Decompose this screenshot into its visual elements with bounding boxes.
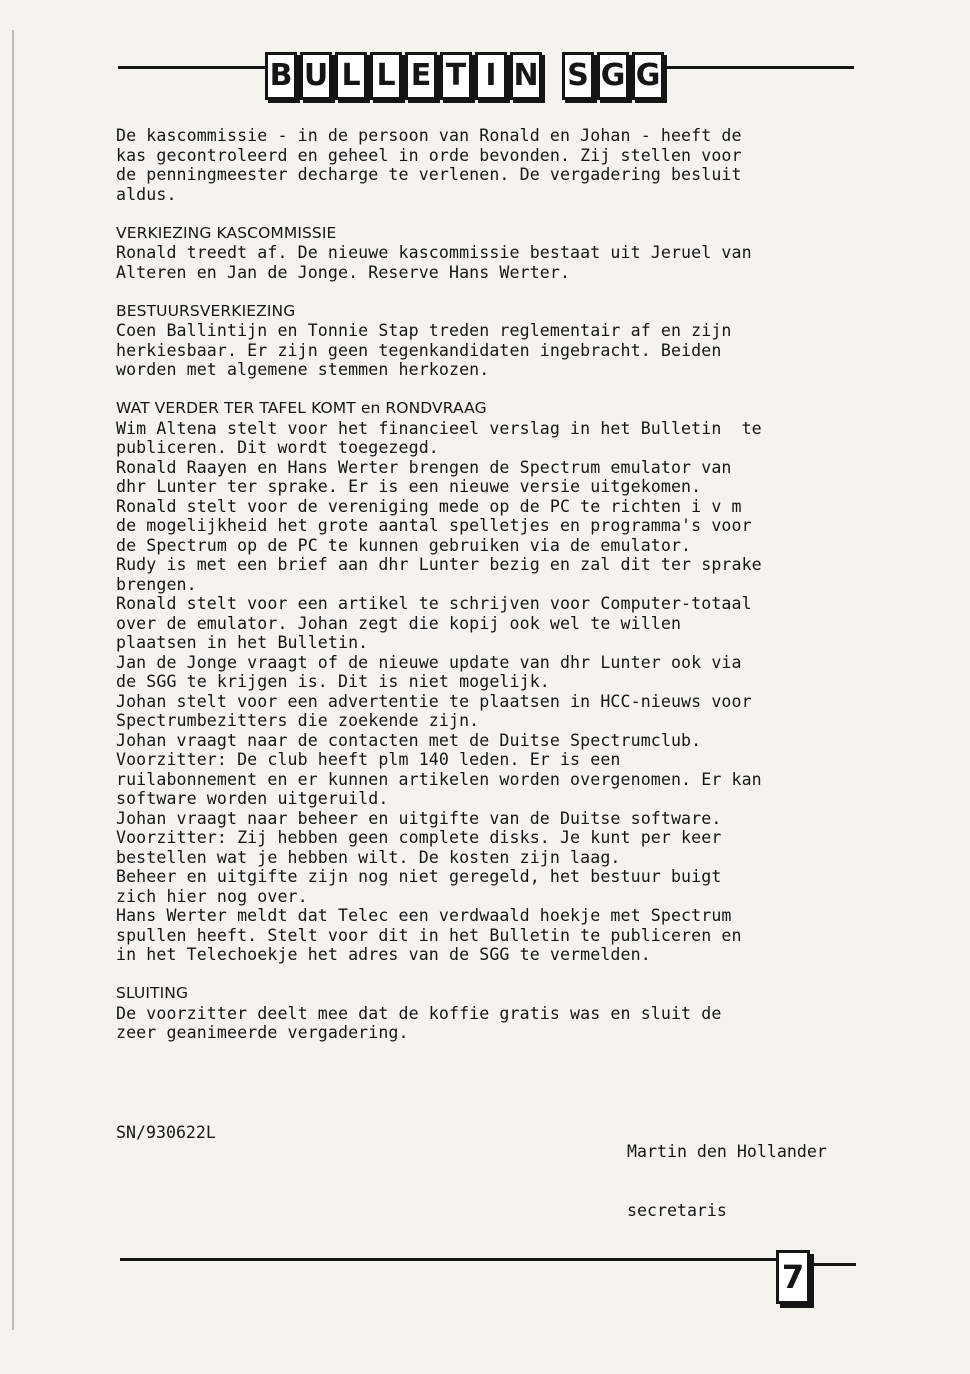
header-rule-left <box>118 66 266 69</box>
section <box>116 126 876 204</box>
text-line: publiceren. Dit wordt toegezegd. <box>116 438 439 457</box>
signatory-name: Martin den Hollander <box>627 1142 827 1161</box>
text-line: Johan stelt voor een advertentie te plaatsen in HCC-nieuws voor <box>116 691 752 711</box>
text-line: De voorzitter deelt mee dat de koffie gratis was en sluit de <box>116 1003 722 1023</box>
text-line: Beheer en uitgifte zijn nog niet geregeld, het bestuur buigt <box>116 867 722 886</box>
logo-letter: G <box>632 52 664 100</box>
text-line: Coen Ballintijn en Tonnie Stap treden reglementair af en zijn <box>116 321 732 340</box>
text-line: aldus. <box>116 184 177 204</box>
text-line: De kascommissie - in de persoon van Ronald en Johan - heeft de <box>116 126 742 145</box>
section <box>116 984 876 1043</box>
logo-spacer <box>545 52 559 94</box>
section <box>116 302 876 380</box>
text-line: Rudy is met een brief aan dhr Lunter bezig en zal dit ter sprake <box>116 555 762 574</box>
signatory-role: secretaris <box>627 1200 727 1220</box>
signatory <box>627 1103 827 1259</box>
text-line: Spectrumbezitters die zoekende zijn. <box>116 711 480 730</box>
text-line: zeer geanimeerde vergadering. <box>116 1023 409 1042</box>
section-heading: VERKIEZING KASCOMMISSIE <box>116 223 337 242</box>
text-line: bestellen wat je hebben wilt. De kosten zijn laag. <box>116 847 621 867</box>
logo-letter: S <box>562 52 594 100</box>
signature-block <box>116 1103 876 1220</box>
section-heading: SLUITING <box>116 984 189 1002</box>
logo-letter: B <box>265 52 297 100</box>
footer-rule-left <box>120 1258 776 1261</box>
text-line: de mogelijkheid het grote aantal spelletjes en programma's voor <box>116 516 752 535</box>
text-line: herkiesbaar. Er zijn geen tegenkandidaten ingebracht. Beiden <box>116 340 722 360</box>
text-line: Jan de Jonge vraagt of de nieuwe update van dhr Lunter ook via <box>116 652 742 672</box>
text-line: zich hier nog over. <box>116 886 308 906</box>
text-line: kas gecontroleerd en geheel in orde bevonden. Zij stellen voor <box>116 145 742 165</box>
text-line: dhr Lunter ter sprake. Er is een nieuwe versie uitgekomen. <box>116 477 702 496</box>
text-line: de SGG te krijgen is. Dit is niet mogelijk. <box>116 672 550 691</box>
footer-rule-right <box>808 1263 856 1266</box>
text-line: de penningmeester decharge te verlenen. De vergadering besluit <box>116 165 742 184</box>
logo-letter: L <box>370 52 402 100</box>
meeting-minutes-body <box>116 126 876 1062</box>
logo-letter: N <box>510 52 542 100</box>
text-line: worden met algemene stemmen herkozen. <box>116 360 490 379</box>
page-number: 7 <box>776 1250 810 1304</box>
logo-letter: L <box>335 52 367 100</box>
section-heading: BESTUURSVERKIEZING <box>116 301 296 320</box>
logo-letter: T <box>440 52 472 100</box>
logo-letter: I <box>475 52 507 100</box>
text-line: Voorzitter: Zij hebben geen complete disks. Je kunt per keer <box>116 828 722 847</box>
text-line: spullen heeft. Stelt voor dit in het Bulletin te publiceren en <box>116 925 742 945</box>
section-heading: WAT VERDER TER TAFEL KOMT en RONDVRAAG <box>116 399 487 417</box>
text-line: Johan vraagt naar beheer en uitgifte van de Duitse software. <box>116 808 722 828</box>
document-reference: SN/930622L <box>116 1123 216 1142</box>
bulletin-sgg-logo <box>265 52 664 100</box>
text-line: Hans Werter meldt dat Telec een verdwaald hoekje met Spectrum <box>116 906 732 925</box>
logo-letter: U <box>300 52 332 100</box>
text-line: over de emulator. Johan zegt die kopij ook wel te willen <box>116 613 682 633</box>
logo-letter: G <box>597 52 629 100</box>
text-line: brengen. <box>116 574 197 594</box>
section <box>116 224 876 283</box>
text-line: ruilabonnement en er kunnen artikelen worden overgenomen. Er kan <box>116 769 762 789</box>
text-line: plaatsen in het Bulletin. <box>116 633 369 652</box>
text-line: Ronald Raayen en Hans Werter brengen de Spectrum emulator van <box>116 457 732 477</box>
text-line: Ronald stelt voor de vereniging mede op de PC te richten i v m <box>116 496 742 516</box>
text-line: in het Telechoekje het adres van de SGG te vermelden. <box>116 945 651 964</box>
text-line: Johan vraagt naar de contacten met de Duitse Spectrumclub. <box>116 730 702 750</box>
section <box>116 399 876 965</box>
text-line: Ronald treedt af. De nieuwe kascommissie bestaat uit Jeruel van <box>116 243 752 262</box>
text-line: software worden uitgeruild. <box>116 789 389 808</box>
binder-edge <box>12 30 14 1330</box>
header-rule-right <box>658 66 854 69</box>
logo-letter: E <box>405 52 437 100</box>
text-line: de Spectrum op de PC te kunnen gebruiken via de emulator. <box>116 535 692 555</box>
text-line: Ronald stelt voor een artikel te schrijven voor Computer-totaal <box>116 594 752 613</box>
text-line: Wim Altena stelt voor het financieel verslag in het Bulletin te <box>116 418 762 438</box>
text-line: Voorzitter: De club heeft plm 140 leden. Er is een <box>116 750 621 769</box>
text-line: Alteren en Jan de Jonge. Reserve Hans Werter. <box>116 262 571 282</box>
